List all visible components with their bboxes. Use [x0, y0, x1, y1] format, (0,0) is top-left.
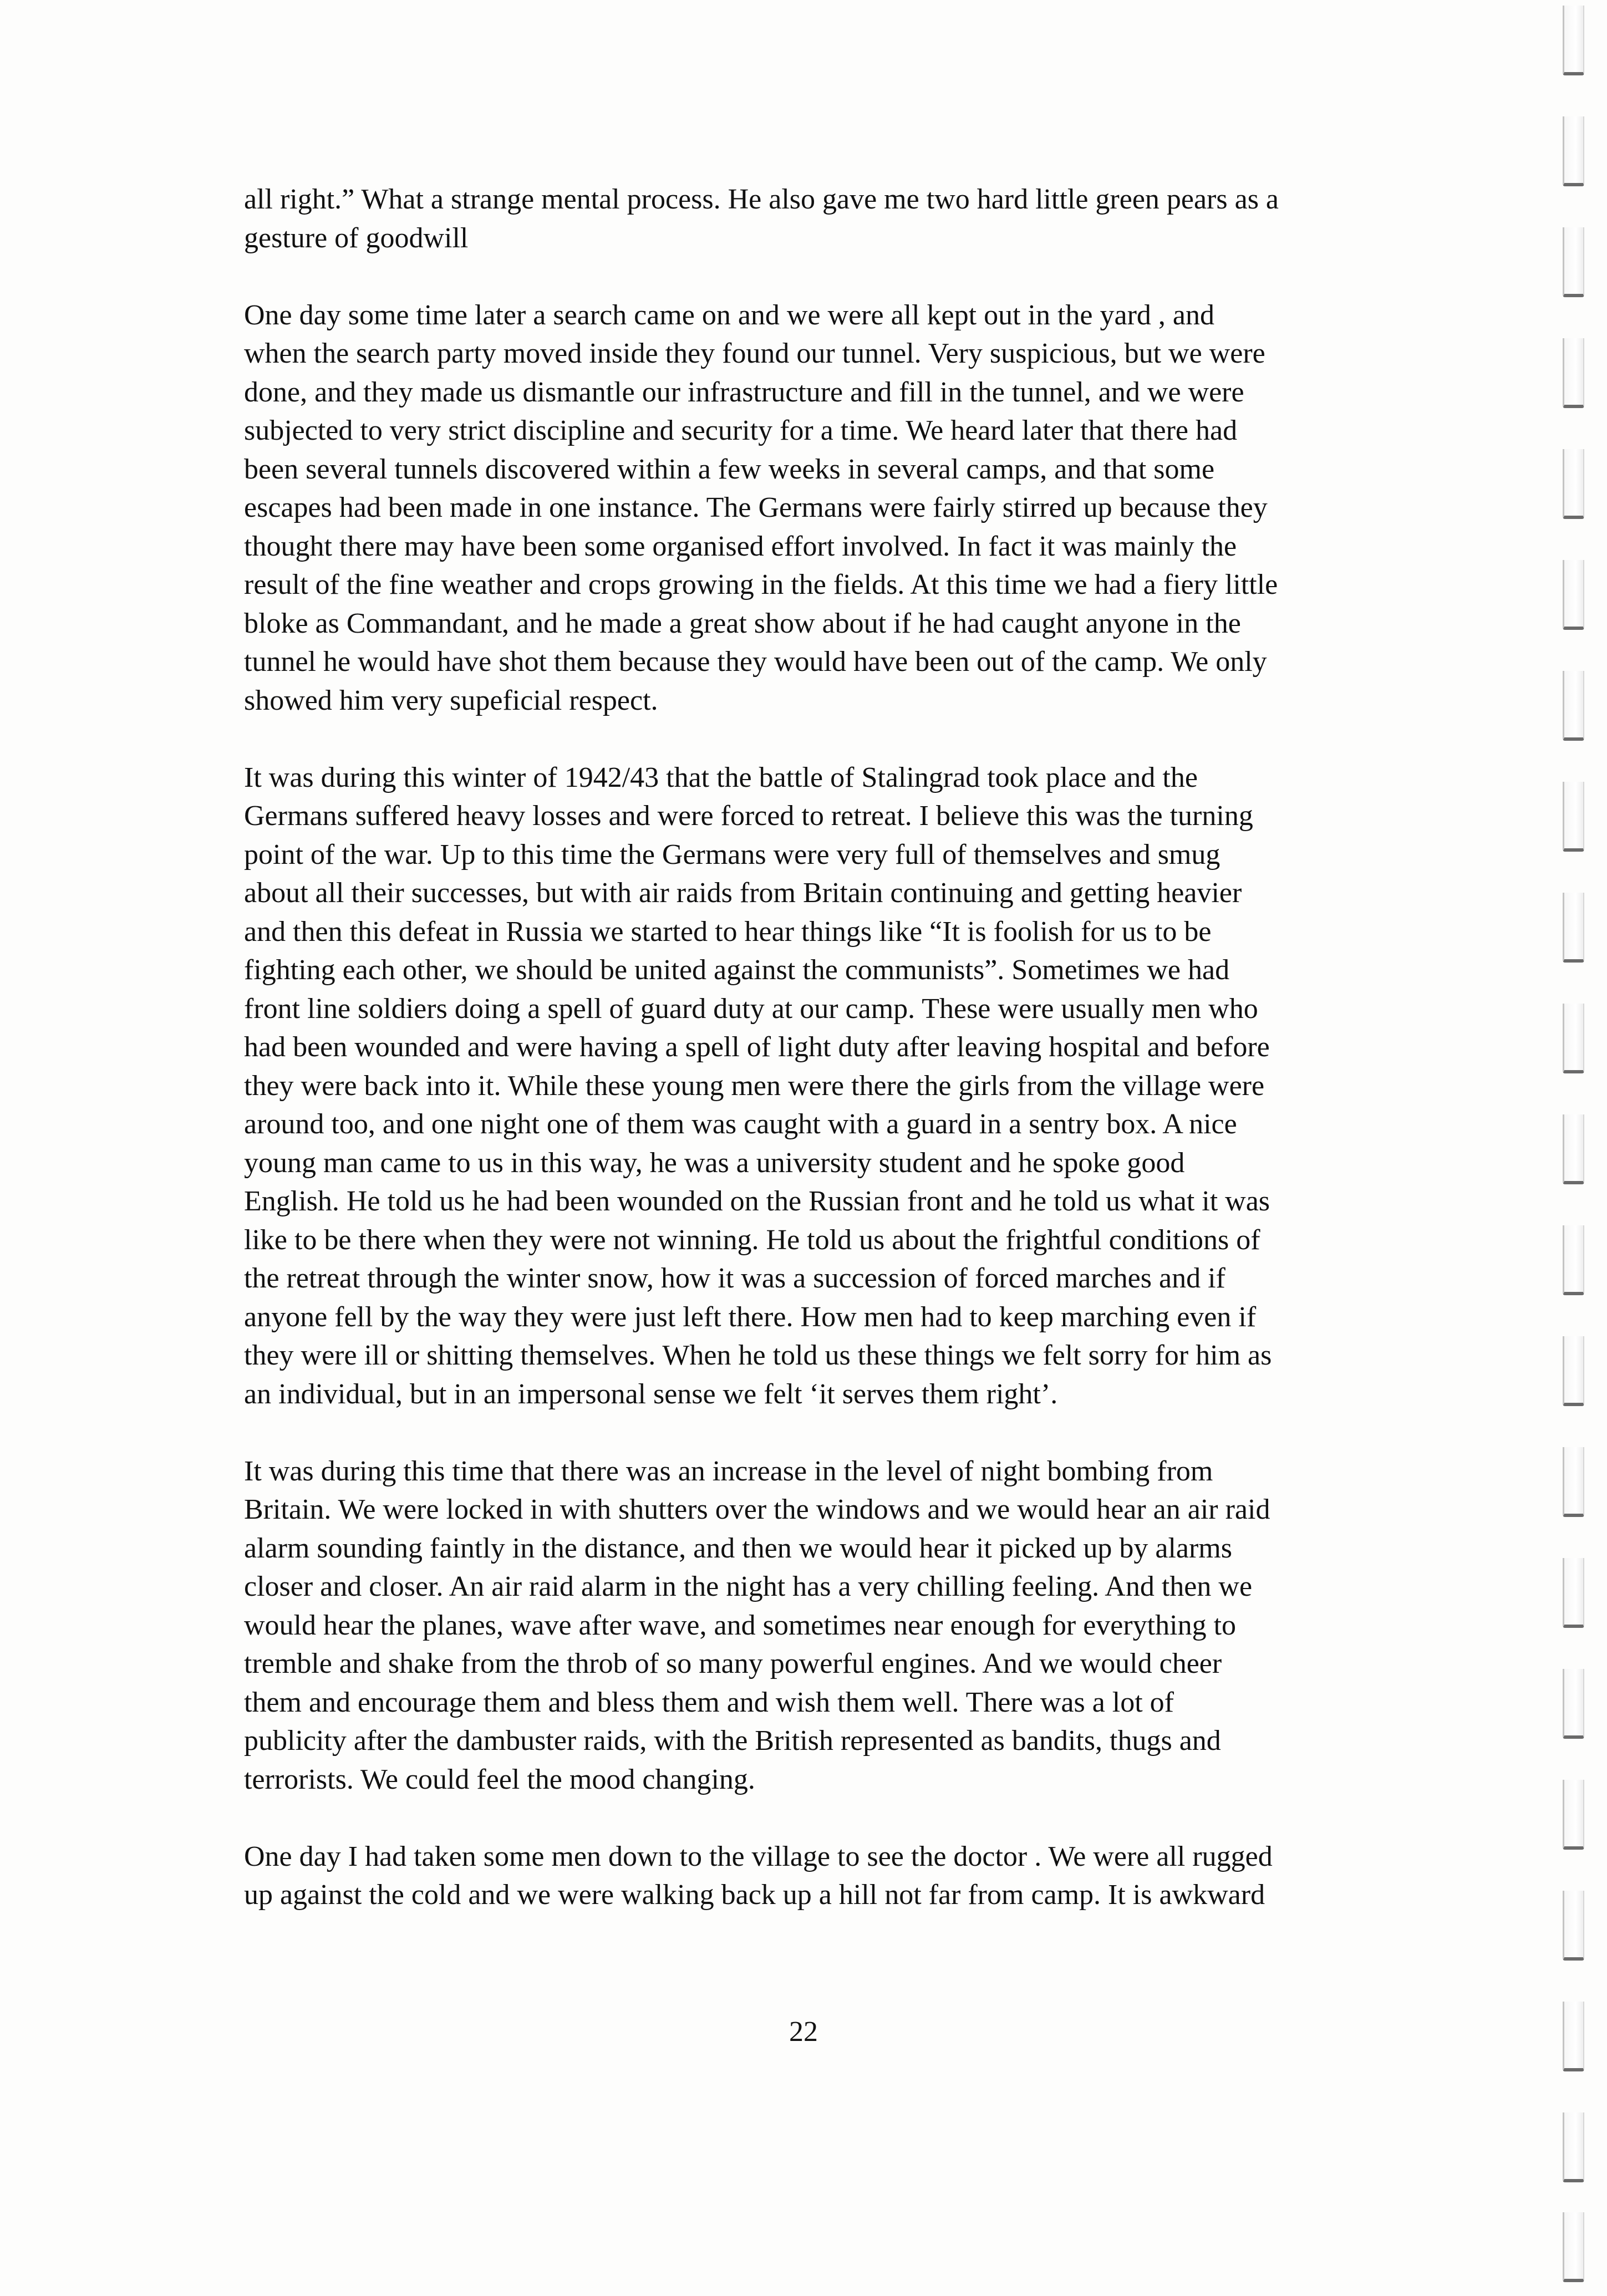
binding-ring: [1563, 1447, 1584, 1517]
binding-ring: [1563, 1336, 1584, 1406]
binding-ring: [1563, 338, 1584, 408]
page-number: 22: [789, 2016, 818, 2048]
binding-ring: [1563, 449, 1584, 519]
binding-ring: [1563, 1225, 1584, 1295]
binding-ring: [1563, 6, 1584, 75]
binding-ring: [1563, 1780, 1584, 1850]
paragraph-4: It was during this time that there was an increase in the level of night bombing from Britain. We were locked in with shutters over the windows and we would hear an air raid alarm sounding faintly in the distance, and then we would hear it picked up by alarms closer and closer. An air raid alarm in the night has a very chilling feeling. And then we would hear the planes, wave after wave, and sometimes near enough for everything to tremble and shake from the throb of so many powerful engines. And we would cheer them and encourage them and bless them and wish them well. There was a lot of publicity after the dambuster raids, with the British represented as bandits, thugs and terrorists. We could feel the mood changing.: [244, 1455, 1270, 1795]
binding-ring: [1563, 1004, 1584, 1073]
binding-ring: [1563, 1891, 1584, 1961]
binding-ring: [1563, 893, 1584, 963]
paragraph-5: One day I had taken some men down to the village to see the doctor . We were all rugged up against the cold and we were walking back up a hill not far from camp. It is awkward: [244, 1840, 1273, 1911]
spiral-binding: [1563, 0, 1596, 2296]
paragraph-3: It was during this winter of 1942/43 that the battle of Stalingrad took place and the Germans suffered heavy losses and were forced to retreat. I believe this was the turning point of the war. Up to this time the Germans were very full of themselves and smug about all their successes, but with air raids from Britain continuing and getting heavier and then this defeat in Russia we started to hear things like “It is foolish for us to be fighting each other, we should be united against the communists”. Sometimes we had front line soldiers doing a spell of guard duty at our camp. These were usually men who had been wounded and were having a spell of light duty after leaving hospital and before they were back into it. While these young men were there the girls from the village were around too, and one night one of them was caught with a guard in a sentry box. A nice young man came to us in this way, he was a university student and he spoke good English. He told us he had been wounded on the Russian front and he told us what it was like to be there when they were not winning. He told us about the frightful conditions of the retreat through the winter snow, how it was a succession of forced marches and if anyone fell by the way they were just left there. How men had to keep marching even if they were ill or shitting themselves. When he told us these things we felt sorry for him as an individual, but in an impersonal sense we felt ‘it serves them right’.: [244, 761, 1272, 1410]
binding-ring: [1563, 2212, 1584, 2282]
paragraph-2: One day some time later a search came on and we were all kept out in the yard , and when the search party moved inside they found our tunnel. Very suspicious, but we were done, and they made us dismantle our infrastructure and fill in the tunnel, and we were subjected to very strict discipline and security for a time. We heard later that there had been several tunnels discovered within a few weeks in several camps, and that some escapes had been made in one instance. The Germans were fairly stirred up because they thought there may have been some organised effort involved. In fact it was mainly the result of the fine weather and crops growing in the fields. At this time we had a fiery little bloke as Commandant, and he made a great show about if he had caught anyone in the tunnel he would have shot them because they would have been out of the camp. We only showed him very supeficial respect.: [244, 299, 1278, 716]
binding-ring: [1563, 1669, 1584, 1739]
binding-ring: [1563, 560, 1584, 630]
binding-ring: [1563, 671, 1584, 741]
binding-ring: [1563, 1114, 1584, 1184]
binding-ring: [1563, 227, 1584, 297]
paragraph-1: all right.” What a strange mental process. He also gave me two hard little green pears as a gesture of goodwill: [244, 184, 1279, 254]
binding-ring: [1563, 116, 1584, 186]
binding-ring: [1563, 2002, 1584, 2071]
body-text: [244, 180, 1425, 1953]
binding-ring: [1563, 2112, 1584, 2182]
binding-ring: [1563, 782, 1584, 852]
binding-ring: [1563, 1558, 1584, 1628]
